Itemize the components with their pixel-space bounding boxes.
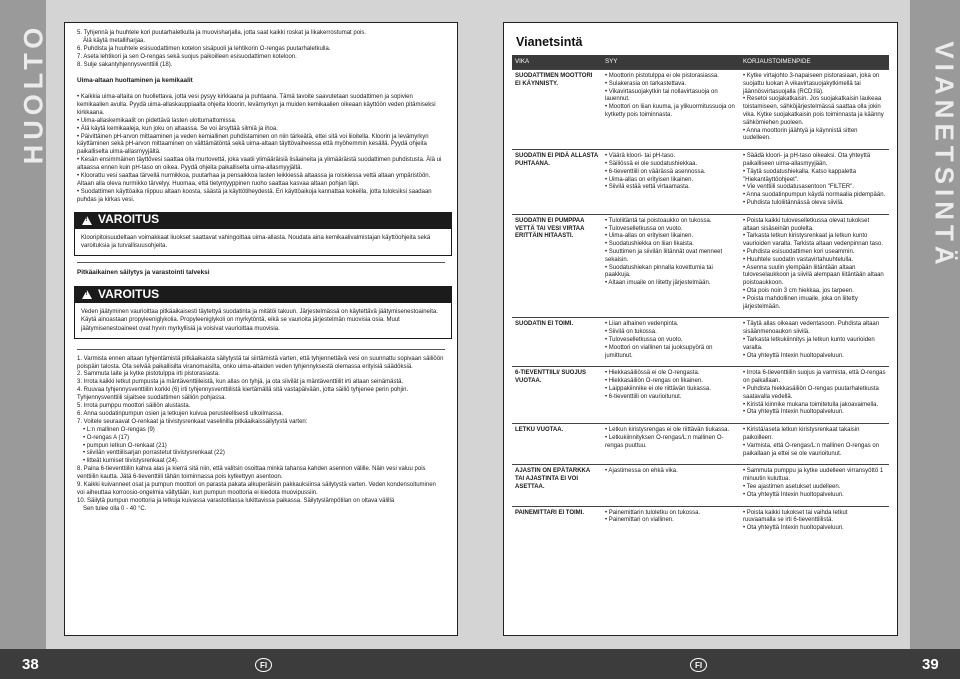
intro-line: 7. Aseta lehtikori ja sen O-rengas sekä suojus paikoilleen esisuodattimen koteloon. — [77, 53, 297, 60]
cause-item: • Tuloveselletkussa on vuoto. — [605, 225, 683, 232]
cause-cell — [602, 70, 740, 150]
step: Sen tulee olla 0 - 40 °C. — [83, 505, 147, 512]
remedy-item: • Kiristä/aseta letkun kiristysrenkaat takaisin paikoilleen. — [743, 427, 860, 441]
page-number-left: 38 — [22, 656, 39, 673]
remedy-item: • Kytke virtajohto 3-napaiseen pistorasiaan, joka on suojattu luokan A vikavirtasuojakytkimellä tai jäännösvirtasuojalla (RCD:llä). — [743, 73, 880, 95]
fault-cell: LETKU VUOTAA. — [512, 424, 602, 465]
divider — [77, 349, 445, 350]
cause-item: • Tuloveselletkussa on vuoto. — [605, 336, 683, 343]
step: 7. Voitele seuraavat O-renkaat ja tiivistysrenkaat vaselinilla pitkäaikaissäilytystä varten: — [77, 418, 308, 425]
cause-item: • Hiekkasäiliössä ei ole O-rengasta. — [605, 370, 700, 377]
remedy-list — [743, 321, 886, 360]
remedy-list — [743, 510, 886, 533]
care-item: • Kesän ensimmäinen täyttövesi saattaa olla murtovettä, joka vaatii ylimääräisiä lisäaineita ja ylimääräistä suodattimen puhdistusta. Älä ui altaassa ennen kuin pH-taso on oikea. Pyydä ohjeita paikalliselta uima-allasmyyjältä. — [77, 157, 442, 172]
cause-item: • Suuttimen ja siivilän liitännät ovat menneet sekaisin. — [605, 249, 723, 263]
remedy-item: • Poista mahdollinen imuaile, joka on liitetty järjestelmään. — [743, 295, 858, 310]
remedy-item: • Irrota 6-tieventtiilin suojus ja varmista, että O-rengas on paikallaan. — [743, 370, 886, 385]
intro-line: Älä käytä metalliharjaa. — [83, 37, 146, 44]
cause-list — [605, 427, 737, 450]
divider — [77, 262, 445, 263]
cause-item: • Painemittari on viallinen. — [605, 517, 674, 524]
remedy-item: • Poista kaikki tuloveselletkussa olevat tukokset altaan sisäseinän puolelta. — [743, 217, 870, 232]
cause-cell — [602, 150, 740, 215]
step: 2. Sammuta laite ja kytke pistotulppa irti pistorasiasta. — [77, 371, 220, 378]
remedy-cell — [740, 367, 889, 424]
cause-item: • Uima-allas on erityisen likainen. — [605, 233, 694, 240]
cause-item: • Liian alhainen vedenpinta. — [605, 321, 679, 328]
left-section-title: HUOLTO — [18, 22, 49, 165]
cause-item: • Siivilä estää vettä virtaamasta. — [605, 184, 690, 191]
fault-cell: SUODATIN EI PIDÄ ALLASTA PUHTAANA. — [512, 150, 602, 215]
intro-steps — [77, 30, 445, 70]
remedy-item: • Puhdista tuloliitännässä oleva siivilä. — [743, 200, 844, 207]
cause-item: • Letkun kiristysrengas ei ole riittävän tiukassa. — [605, 427, 730, 434]
remedy-item: • Vie venttiili suodatusasentoon "FILTER". — [743, 184, 854, 191]
cause-item: • Painemittarin tuloletku on tukossa. — [605, 509, 701, 516]
cause-item: • Hiekkasäiliön O-rengas on likainen. — [605, 378, 703, 385]
cause-item: • Tuloliitäntä tai poistoaukko on tukossa. — [605, 217, 712, 224]
remedy-item: • Ota yhteyttä Intexin huoltopalveluun. — [743, 409, 844, 416]
remedy-item: • Kiristä kiinnike mukana toimitetulla jakoavaimella. — [743, 401, 879, 408]
remedy-item: • Resetoi suojakatkaisin. Jos suojakatkaisin laukeaa toistamiseen, sähköjärjestelmässä saattaa olla jokin vika. Kytke suojakatkaisin pois toiminnasta ja käänny sähkömiehen puoleen. — [743, 96, 884, 126]
warning-header — [74, 286, 452, 303]
remedy-item: • Säädä kloori- ja pH-taso oikeaksi. Ota yhteyttä paikalliseen uima-allasmyyjään. — [743, 153, 871, 168]
remedy-cell — [740, 150, 889, 215]
right-page — [503, 22, 898, 636]
cause-item: • Sulakerasia on tarkastettava. — [605, 80, 687, 87]
left-page — [64, 22, 458, 636]
cause-item: • Suodatushiekka on liian likaista. — [605, 241, 694, 248]
warning-text: Veden jäätyminen vaurioittaa pitkäaikaisesti täytettyä suodatinta ja mitätöi takuun. Järjestelmässä on käytettävä jäätymisenestoaineita. Käytä ainoastaan propyleeniglykolia. Propyleeniglykoli on myrkytöntä, eikä se vaurioita järjestelmän muovisia osia. Muut jäätymisenestoaineet ovat hyvin myrkyllisiä ja voisivat vaurioittaa muovisia. — [74, 303, 452, 338]
care-item: • Älä käytä kemikaaleja, kun joku on altaassa. Se voi ärsyttää silmiä ja ihoa. — [77, 125, 278, 132]
table-row — [512, 506, 889, 539]
cause-item: • Suodatushiekan pinnalla kovettumia tai paakkuja. — [605, 264, 713, 279]
column-header: KORJAUSTOIMENPIDE — [740, 55, 889, 70]
care-heading: Uima-altaan huoltaminen ja kemikaalit — [77, 76, 193, 84]
fault-cell: PAINEMITTARI EI TOIMI. — [512, 506, 602, 539]
cause-item: • Vikavirtasuojakytkin tai nollavirtasuoja on lauennut. — [605, 88, 718, 103]
seal-item: • litteät kumiset tiivistysrenkaat (24). — [83, 458, 179, 465]
remedy-cell — [740, 424, 889, 465]
storage-heading: Pitkäaikainen säilytys ja varastointi talveksi — [77, 268, 210, 276]
intro-line: 8. Sulje sakantyhjennysventtiili (18). — [77, 61, 173, 68]
remedy-item: • Huuhtele suodatin vastavirtahuuhtelulla. — [743, 256, 854, 263]
remedy-item: • Varmista, että O-rengas/L:n mallinen O-rengas on paikallaan ja ettei se ole vaurioitunut. — [743, 442, 880, 457]
remedy-cell — [740, 465, 889, 506]
remedy-list — [743, 153, 886, 208]
remedy-cell — [740, 318, 889, 367]
fault-cell: SUODATIN EI TOIMI. — [512, 318, 602, 367]
table-row — [512, 367, 889, 424]
cause-cell — [602, 506, 740, 539]
cause-item: • Letkukiinnityksen O-rengas/L:n mallinen O-rengas puuttuu. — [605, 434, 724, 449]
remedy-item: • Asenna suulin ylempään liitäntään altaan tuloveselaukkoon ja siivilä alempaan liitäntään altaan poistoaukkoon. — [743, 264, 884, 287]
care-list — [77, 94, 445, 205]
remedy-list — [743, 73, 886, 143]
cause-cell — [602, 318, 740, 367]
cause-list — [605, 321, 737, 360]
step: 4. Ruuvaa tyhjennysventtiilin korkki (6) irti tyhjennysventtiilistä kiertämällä sitä vastapäivään, jotta säiliö tyhjenee perin pohjin. Tyhjennysventtiili sijaitsee suodattimen säiliön pohjassa. — [77, 387, 409, 402]
care-item: • Päivittäinen pH-arvon mittaaminen ja veden kemiallinen puhdistaminen on niin tärkeätä, ettei sitä voi liioitella. Kloorin ja levämyrkyn käyttäminen sekä pH-arvon mittaaminen on välttämätöntä sekä uima-altaan täyttövaiheessa että myöhemmin kesällä. Pyydä ohjeita paikalliselta uima-allasmyyjältä. — [77, 133, 429, 156]
seal-item: • pumpun letkun O-renkaat (21) — [83, 442, 167, 449]
step: 9. Kaikki kuivanneet osat ja pumpun moottori on parasta pakata alkuperäisiin pakkauksiinsa säilytystä varten. Veden kondensoituminen voi aiheuttaa korroosio-ongelmia vältytään, kun pumpun moottoria ei kiedota muovipussiin. — [77, 482, 436, 496]
remedy-cell — [740, 506, 889, 539]
remedy-item: • Ota yhteyttä Intexin huoltopalveluun. — [743, 352, 844, 359]
cause-item: • Siivilä on tukossa. — [605, 329, 657, 336]
table-row — [512, 214, 889, 318]
intro-line: 5. Tyhjennä ja huuhtele kori puutarhaletkulla ja muovisharjalla, jotta saat kaikki roskat ja likakerrostumat pois. — [77, 30, 367, 36]
remedy-item: • Poista kaikki tukokset tai vaihda letkut — [743, 509, 848, 516]
remedy-item: • Tarkasta letkukiinnitys ja letkun kunto vaurioiden varalta. — [743, 336, 875, 351]
table-row — [512, 465, 889, 506]
remedy-item: • Ota yhteyttä Intexin huoltopalveluun. — [743, 525, 844, 532]
step: 1. Varmista ennen altaan tyhjentämistä pitkäaikaista säilytystä tai siirtämistä varten, että tyhjennettävä vesi on suunnattu sopivaan säiliöön poispäin talosta. Ota selvää paikallisilta viranomaisilta, onko uima-altaiden veden tyhjennyksestä olemassa erityisiä säädöksiä. — [77, 355, 444, 370]
care-item: • Kaikkia uima-altaita on huollettava, jotta vesi pysyy kirkkaana ja puhtaana. Tämä tavoite saavutetaan suodattimen ja sopivien kemikaalien avulla. Pyydä uima-allaskauppiaalta ohjeita kloorin, levämyrkyn ja muiden kemikaalien oikeaan käyttöön veden pitämiseksi kirkkaana. — [77, 93, 436, 116]
page-title: Vianetsintä — [516, 35, 583, 49]
table-header-row — [512, 55, 889, 70]
right-section-title: VIANETSINTÄ — [929, 41, 960, 270]
remedy-cell — [740, 214, 889, 318]
fault-cell: SUODATTIMEN MOOTTORI EI KÄYNNISTY. — [512, 70, 602, 150]
language-badge: FI — [255, 658, 272, 672]
cause-item: • Altaan imuaile on liitetty järjestelmään. — [605, 280, 711, 287]
cause-item: • Laippakiinnike ei ole riittävän tiukassa. — [605, 385, 711, 392]
remedy-cell — [740, 70, 889, 150]
remedy-list — [743, 370, 886, 417]
cause-item: • Moottorin pistotulppa ei ole pistorasiassa. — [605, 73, 719, 80]
cause-item: • Uima-allas on erityisen likainen. — [605, 176, 694, 183]
table-row — [512, 318, 889, 367]
step: 6. Anna suodatinpumpun osien ja letkujen kuivua perusteellisesti ulkoilmassa. — [77, 410, 284, 417]
remedy-item: • Ota pois noin 3 cm hiekkaa, jos tarpeen. — [743, 287, 854, 294]
remedy-item: • Ota yhteyttä Intexin huoltopalveluun. — [743, 491, 844, 498]
cause-list — [605, 370, 737, 401]
bottom-bar — [0, 649, 960, 679]
seal-item: • L:n mallinen O-rengas (9) — [83, 426, 155, 433]
seal-item: • O-rengas A (17) — [83, 434, 130, 441]
cause-list — [605, 510, 737, 526]
cause-cell — [602, 367, 740, 424]
table-row — [512, 424, 889, 465]
language-badge: FI — [690, 658, 707, 672]
troubleshooting-table — [512, 55, 889, 539]
cause-item: • Moottori on liian kuuma, ja ylikuormitussuoja on kytketty pois toiminnasta. — [605, 104, 735, 119]
cause-list — [605, 218, 737, 288]
remedy-item: • Täytä allas oikeaan vedentasoon. Puhdista altaan sisäänmenoaukon siivilä. — [743, 321, 880, 336]
table-body — [512, 70, 889, 539]
warning-icon — [82, 216, 92, 225]
cause-list — [605, 73, 737, 120]
cause-item: • Väärä kloori- tai pH-taso. — [605, 153, 676, 160]
fault-cell: AJASTIN ON EPÄTARKKA TAI AJASTINTA EI VOI ASETTAA. — [512, 465, 602, 506]
remedy-item: ruuvaamalla se irti 6-tieventtiilistä. — [743, 517, 834, 524]
cause-item: • Säiliössä ei ole suodatushiekkaa. — [605, 161, 698, 168]
step: 5. Irrota pumppu moottori säiliön alustasta. — [77, 403, 191, 410]
seal-item: • siivilän venttiilisarjan porrastetut tiivistysrenkaat (22) — [83, 450, 225, 457]
step: 10. Säilytä pumpun moottoria ja letkuja kuivassa varastotilassa lukittavissa paikassa. Säilytyslämpötilan on oltava välillä — [77, 497, 395, 504]
remedy-item: • Tee ajastimen asetukset uudelleen. — [743, 483, 841, 490]
remedy-list — [743, 218, 886, 312]
fault-cell: 6-TIEVENTTIILI/ SUOJUS VUOTAA. — [512, 367, 602, 424]
remedy-item: • Täytä suodatushiekalla. Katso kappaletta "Hiekantäyttöohjeet". — [743, 168, 857, 183]
step: 8. Paina 6-tieventtiilin kahva alas ja kierrä sitä niin, että valitsin osoittaa minkä tahansa kahden asennon välille. Näin vesi valuu pois venttiilin kautta. Jätä 6-tieventtiili tähän toiminnassa pois kytkettyyn asentoon. — [77, 466, 426, 481]
remedy-item: • Puhdista hiekkasäiliön O-rengas puutarhaletkusta saatavalla vedellä. — [743, 385, 879, 400]
warning-header — [74, 212, 452, 229]
remedy-item: • Anna moottorin jäähtyä ja käynnistä sitten uudelleen. — [743, 127, 858, 142]
cause-item: • 6-tieventtiili on väärässä asennossa. — [605, 168, 706, 175]
cause-item: • Ajastimessa on ehkä vika. — [605, 468, 678, 475]
care-item: • Suodattimen käyttöaika riippuu altaan koosta, säästä ja käyttötiheydestä. Eri käyttöaikoja kannattaa kokeilla, jotta tuloksiksi saadaan puhdas ja kirkas vesi. — [77, 188, 432, 203]
cause-list — [605, 153, 737, 192]
warning-label: VAROITUS — [98, 212, 160, 227]
cause-cell — [602, 424, 740, 465]
remedy-list — [743, 427, 886, 458]
table-row — [512, 150, 889, 215]
remedy-item: • Anna suodatinpumpun käydä normaalia pidempään. — [743, 192, 886, 199]
cause-cell — [602, 214, 740, 318]
cause-cell — [602, 465, 740, 506]
remedy-item: • Tarkasta letkun kiristysrenkaat ja letkun kunto vaurioiden varalta. Tarkista altaan vedenpinnan taso. — [743, 233, 883, 248]
warning-text: Klooripitoisuudeltaan voimakkaat liuokset saattavat vahingoittaa uima-allasta. Noudata aina kemikaalivalmistajan käyttöohjeita sekä varoituksia ja turvallisuusohjeita. — [74, 229, 452, 256]
table-row — [512, 70, 889, 150]
intro-line: 6. Puhdista ja huuhtele esisuodattimen kotelon sisäpuoli ja lehtikorin O-rengas puutarhaletkulla. — [77, 45, 331, 52]
warning-icon — [82, 290, 92, 299]
care-item: • Kloorattu vesi saattaa tärvellä nurmikkoa, puutarhaa ja pensaikkoa lasten leikkiessä altaassa ja roiskiessa vettä altaan ympäristöön. Altaan alla oleva nurmikko tärvelyy. Huomaa, että tietyntyyppinen ruoho saattaa kasvaa altaan pohjan läpi. — [77, 173, 431, 187]
column-header: SYY — [602, 55, 740, 70]
column-header: VIKA — [512, 55, 602, 70]
remedy-item: • Sammuta pumppu ja kytke uudelleen virransyöttö 1 minuutin kuluttua. — [743, 468, 884, 483]
storage-steps — [77, 356, 445, 514]
warning-label: VAROITUS — [98, 286, 160, 301]
fault-cell: SUODATIN EI PUMPPAA VETTÄ TAI VESI VIRTAA ERITTÄIN HITAASTI. — [512, 214, 602, 318]
step: 3. Irrota kaikki letkut pumpusta ja mäntäventtiileistä, kun allas on tyhjä, ja ota siivilät ja mäntäventtiilit irti altaan seinämästä. — [77, 379, 404, 386]
care-item: • Uima-allaskemikaalit on pidettävä lasten ulottumattomissa. — [77, 117, 237, 124]
remedy-list — [743, 468, 886, 499]
cause-item: • 6-tieventtiili on vaurioitunut. — [605, 393, 682, 400]
cause-list — [605, 468, 737, 476]
remedy-item: • Puhdista esisuodattimen kori useammin. — [743, 249, 855, 255]
cause-item: • Moottori on viallinen tai juoksupyörä on jumittunut. — [605, 344, 713, 359]
seal-list — [77, 427, 445, 467]
page-number-right: 39 — [922, 656, 939, 673]
